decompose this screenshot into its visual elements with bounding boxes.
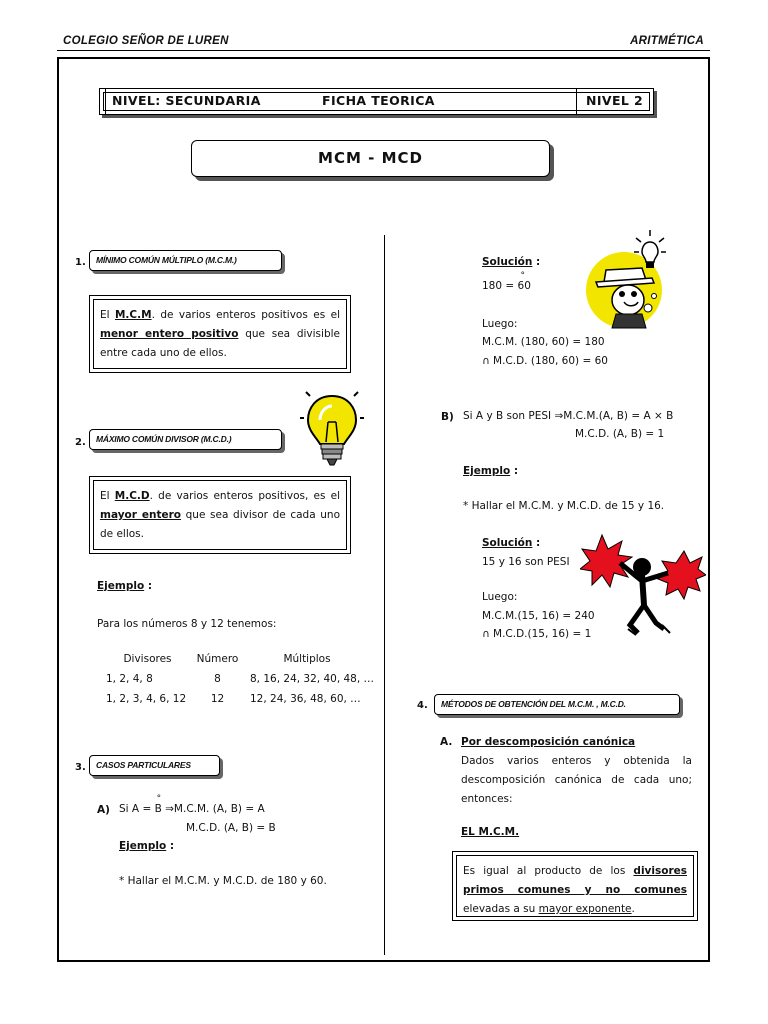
sec2-definition-box: [89, 476, 351, 554]
school-name: COLEGIO SEÑOR DE LUREN: [63, 35, 229, 47]
example1-intro: Para los números 8 y 12 tenemos:: [97, 618, 277, 630]
method-a-label: A.: [440, 736, 453, 748]
sec2-heading-box: [89, 429, 282, 450]
table-row: [100, 689, 374, 709]
sec3-heading: CASOS PARTICULARES: [96, 760, 191, 770]
case-a-label: A): [97, 804, 110, 816]
case-a-line2: M.C.D. (A, B) = B: [186, 822, 276, 834]
case-b-line2: M.C.D. (A, B) = 1: [575, 428, 665, 440]
page-title-box: [191, 140, 550, 177]
case-b-example-label: Ejemplo :: [463, 465, 519, 477]
solution1-line1: 180 = 60 °: [482, 271, 531, 292]
explosion-figure-icon: [580, 533, 706, 641]
sec1-heading-box: [89, 250, 282, 271]
mcm-definition: Es igual al producto de los divisores primos comunes y no comunes elevadas a su mayor exponente.: [456, 855, 694, 917]
solution1-mcm: M.C.M. (180, 60) = 180: [482, 336, 605, 348]
table-header: Número: [196, 653, 239, 665]
solution2-label: Solución :: [482, 537, 541, 549]
table-cell: 8: [214, 673, 221, 685]
column-divider: [384, 235, 385, 955]
sec3-heading-box: [89, 755, 220, 776]
case-b-line1: Si A y B son PESI ⇒M.C.M.(A, B) = A × B: [463, 410, 674, 422]
sec4-number: 4.: [417, 700, 428, 711]
table-header-row: [100, 649, 374, 669]
sec3-number: 3.: [75, 762, 86, 773]
level-bar: [99, 88, 654, 115]
mcm-definition-box: [452, 851, 698, 921]
case-b-label: B): [441, 411, 454, 423]
sec2-number: 2.: [75, 437, 86, 448]
sec1-heading: MÍNIMO COMÚN MÚLTIPLO (M.C.M.): [96, 255, 237, 265]
table-cell: 1, 2, 3, 4, 6, 12: [106, 693, 187, 705]
subject-name: ARITMÉTICA: [630, 35, 704, 47]
case-b-example-text: * Hallar el M.C.M. y M.C.D. de 15 y 16.: [463, 500, 665, 512]
sec4-heading: MÉTODOS DE OBTENCIÓN DEL M.C.M. , M.C.D.: [441, 699, 626, 709]
case-a-line1: Si A = B ° ⇒M.C.M. (A, B) = A: [119, 794, 265, 815]
lightbulb-icon: [300, 390, 365, 470]
divisors-multiples-table: [100, 649, 374, 709]
method-a-text: Dados varios enteros y obtenida la descomposición canónica de cada uno; entonces:: [461, 755, 692, 805]
table-row: [100, 669, 374, 689]
page-title: MCM - MCD: [318, 149, 423, 167]
sec2-heading: MÁXIMO COMÚN DIVISOR (M.C.D.): [96, 434, 232, 444]
solution2-mcm: M.C.M.(15, 16) = 240: [482, 610, 595, 622]
header-rule: [57, 50, 710, 51]
table-cell: 12: [210, 693, 225, 705]
sec1-definition-box: [89, 295, 351, 373]
case-a-example-text: * Hallar el M.C.M. y M.C.D. de 180 y 60.: [119, 875, 327, 887]
solution1-luego: Luego:: [482, 318, 518, 330]
example1-label: Ejemplo :: [97, 580, 153, 592]
mcm-label: EL M.C.M.: [461, 826, 520, 838]
table-cell: 8, 16, 24, 32, 40, 48, …: [250, 673, 375, 685]
solution2-line1: 15 y 16 son PESI: [482, 556, 570, 568]
table-cell: 12, 24, 36, 48, 60, …: [250, 693, 361, 705]
solution1-mcd: ∩ M.C.D. (180, 60) = 60: [482, 355, 608, 367]
sec1-definition: El M.C.M. de varios enteros positivos es el menor entero positivo que sea divisible entre cada uno de ellos.: [93, 299, 347, 369]
table-cell: 1, 2, 4, 8: [106, 673, 153, 685]
table-header: Múltiplos: [283, 653, 331, 665]
detective-icon: [586, 228, 674, 334]
solution1-label: Solución :: [482, 256, 541, 268]
table-header: Divisores: [123, 653, 172, 665]
case-a-example-label: Ejemplo :: [119, 840, 175, 852]
sec1-number: 1.: [75, 257, 86, 268]
sec4-heading-box: [434, 694, 680, 715]
level2-label: NIVEL 2: [586, 93, 644, 108]
method-a-title: Por descomposición canónica: [461, 736, 636, 748]
solution2-luego: Luego:: [482, 591, 518, 603]
sheet-label: FICHA TEORICA: [322, 93, 435, 108]
level-label: NIVEL: SECUNDARIA: [112, 93, 261, 108]
solution2-mcd: ∩ M.C.D.(15, 16) = 1: [482, 628, 592, 640]
sec2-definition: El M.C.D. de varios enteros positivos, es el mayor entero que sea divisor de cada uno de ellos.: [93, 480, 347, 550]
